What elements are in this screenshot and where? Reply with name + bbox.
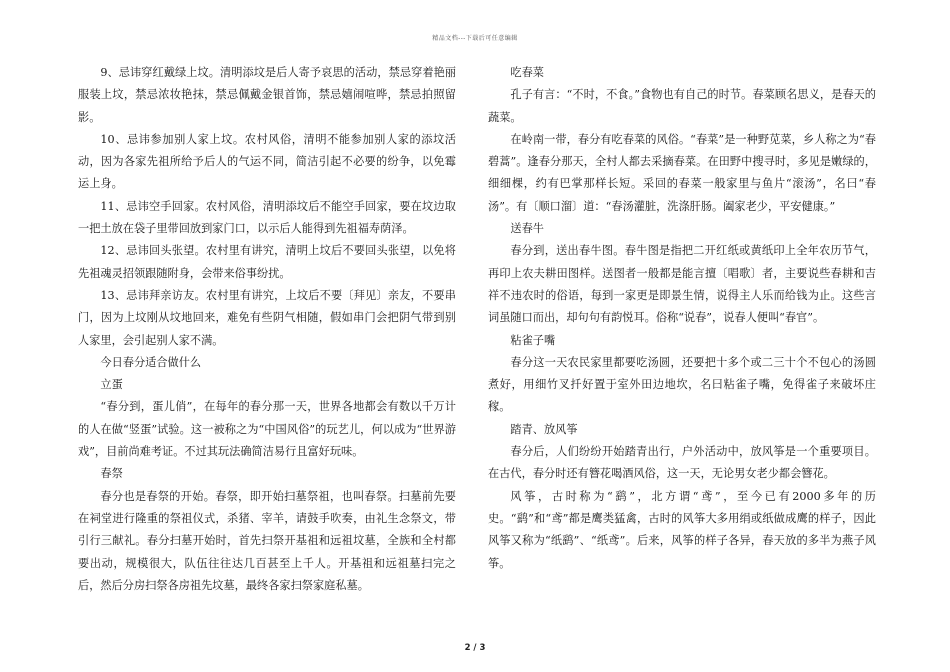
paragraph: 孔子有言：“不时，不食。”食物也有自己的时节。春菜顾名思义，是春天的蔬菜。	[488, 88, 876, 124]
paragraph: 春分也是春祭的开始。春祭，即开始扫墓祭祖，也叫春祭。扫墓前先要在祠堂进行隆重的祭祖仪式，杀猪、宰羊，请鼓手吹奏，由礼生念祭文，带引行三献礼。春分扫墓开始时，首先扫祭开基祖和远祖坟墓，全族和全村都要出动，规模很大，队伍往往达几百甚至上千人。开基祖和远祖墓扫完之后，然后分房扫祭各房祖先坟墓，最终各家扫祭家庭私墓。	[78, 489, 456, 592]
section-heading: 今日春分适合做什么	[100, 355, 202, 369]
section-heading: 踏青、放风筝	[510, 422, 578, 436]
paragraph: 12、忌讳回头张望。农村里有讲究，清明上坟后不要回头张望，以免将先祖魂灵招领跟随附身，会带来俗事纷扰。	[78, 244, 456, 280]
paragraph: 11、忌讳空手回家。农村风俗，清明添坟后不能空手回家，要在坟边取一把土放在袋子里带回放到家门口，以示后人能得到先祖福寿荫泽。	[78, 199, 456, 236]
section-heading: 立蛋	[100, 378, 123, 392]
page-header: 精品文档---下载后可任意编辑	[432, 35, 518, 42]
paragraph: 13、忌讳拜亲访友。农村里有讲究，上坟后不要〔拜见〕亲友，不要串门，因为上坟刚从坟地回来，难免有些阴气相随，假如串门会把阴气带到别人家里，会引起别人家不满。	[78, 288, 456, 347]
paragraph: 10、忌讳参加别人家上坟。农村风俗，清明不能参加别人家的添坟活动，因为各家先祖所给予后人的气运不同，简洁引起不必要的纷争，以免霉运上身。	[78, 132, 456, 191]
right-column	[488, 62, 876, 575]
paragraph: 春分到，送出春牛图。春牛图是指把二开红纸或黄纸印上全年农历节气，再印上农夫耕田图样。送图者一般都是能言擅〔唱歌〕者，主要说些春耕和吉祥不违农时的俗语，每到一家更是即景生情，说得主人乐而给钱为止。这些言词虽随口而出，却句句有韵悦耳。俗称“说春”，说春人便叫“春官”。	[488, 244, 876, 325]
left-column	[78, 62, 456, 597]
section-heading: 吃春菜	[510, 66, 544, 79]
paragraph: 春分这一天农民家里都要吃汤圆，还要把十多个或二三十个不包心的汤圆煮好，用细竹叉扦好置于室外田边地坎，名曰粘雀子嘴，免得雀子来破坏庄稼。	[488, 355, 876, 414]
paragraph: 在岭南一带，春分有吃春菜的风俗。“春菜”是一种野苋菜，乡人称之为“春碧蒿”。逢春分那天，全村人都去采摘春菜。在田野中搜寻时，多见是嫩绿的，细细棵，约有巴掌那样长短。采回的春菜一般家里与鱼片“滚汤”，名曰“春汤”。有〔顺口溜〕道：“春汤灌脏，洗涤肝肠。阖家老少，平安健康。”	[488, 132, 876, 213]
section-heading: 春祭	[100, 467, 123, 481]
paragraph: 春分后，人们纷纷开始踏青出行，户外活动中，放风筝是一个重要项目。在古代，春分时还有簪花喝酒风俗，这一天，无论男女老少都会簪花。	[488, 445, 876, 481]
section-heading: 送春牛	[510, 222, 544, 236]
paragraph: 9、忌讳穿红戴绿上坟。清明添坟是后人寄予哀思的活动，禁忌穿着艳丽服装上坟，禁忌浓妆艳抹，禁忌佩戴金银首饰，禁忌嬉闹喧哗，禁忌拍照留影。	[78, 66, 456, 124]
paragraph: “春分到，蛋儿俏”，在每年的春分那一天，世界各地都会有数以千万计的人在做“竖蛋”试验。这一被称之为“中国风俗”的玩艺儿，何以成为“世界游戏”，目前尚难考证。不过其玩法确简洁易行且富好玩味。	[78, 400, 456, 459]
section-heading: 粘雀子嘴	[510, 333, 556, 347]
paragraph: 风筝，古时称为“鹞”，北方谓“鸢”，至今已有2000多年的历史。“鹞”和“鸢”都是鹰类猛禽，古时的风筝大多用绢或纸做成鹰的样子，因此风筝又称为“纸鹞”、“纸鸢”。后来，风筝的样子各异，春天放的多半为燕子风筝。	[488, 489, 876, 570]
page-number: 2 / 3	[464, 643, 486, 653]
